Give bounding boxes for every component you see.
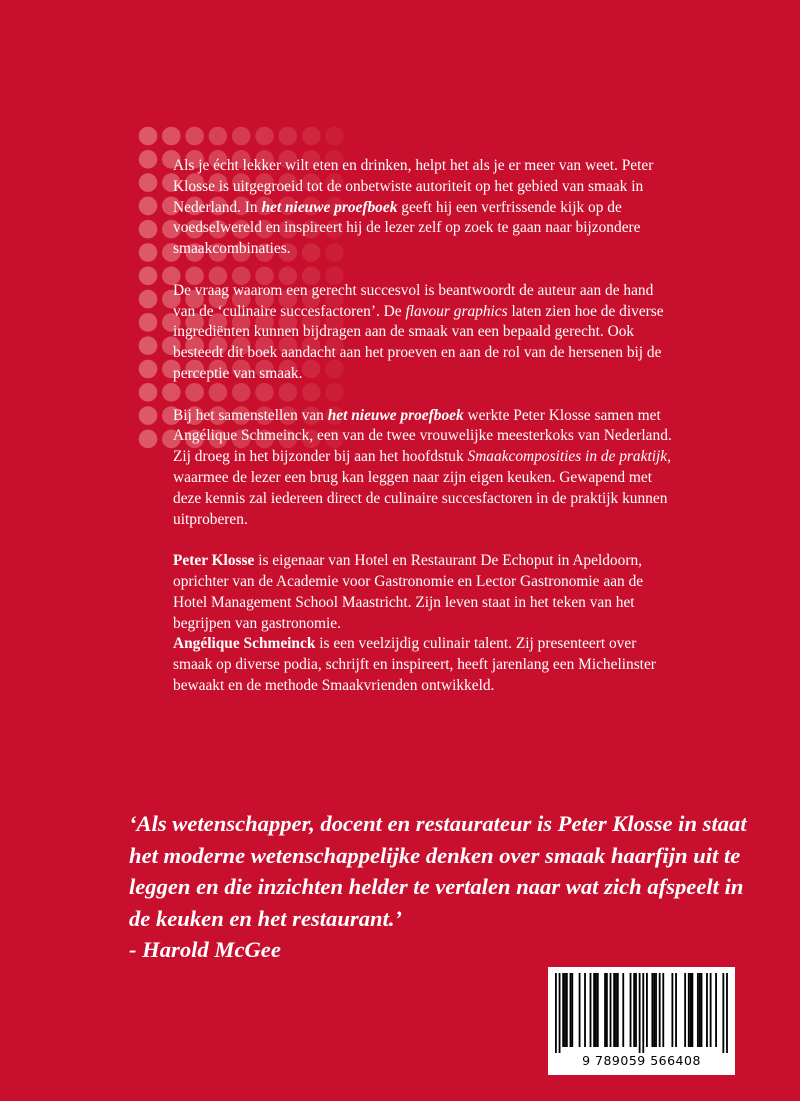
- barcode-bar: [653, 973, 655, 1047]
- barcode-bars: [548, 967, 735, 1053]
- barcode-bar: [606, 973, 608, 1047]
- barcode-bar: [639, 973, 641, 1053]
- flavour-graphics-term: flavour graphics: [405, 302, 508, 320]
- barcode-bar: [562, 973, 564, 1047]
- blurb-paragraph-factors: De vraag waarom een gerecht succesvol is beantwoordt de auteur aan de hand van de ‘culinaire succesfactoren’. De flavour graphics laten zien hoe de diverse ingrediënten kunnen bijdragen aan de smaak van een bepaald gerecht. Ook besteedt dit boek aandacht aan het proeven en aan de rol van de hersenen bij de perceptie van smaak.: [173, 281, 664, 382]
- decorative-dot: [255, 127, 274, 146]
- barcode-bar: [615, 973, 617, 1047]
- barcode-bar: [559, 973, 561, 1053]
- decorative-dot: [302, 127, 321, 146]
- author-name-peter: Peter Klosse: [173, 552, 255, 570]
- barcode-bar: [579, 973, 581, 1047]
- barcode-bar: [722, 973, 724, 1053]
- decorative-dot: [139, 430, 158, 449]
- back-cover-blurb: [173, 156, 673, 718]
- decorative-dot: [185, 127, 204, 146]
- barcode-bar: [571, 973, 573, 1047]
- decorative-dot: [232, 127, 251, 146]
- barcode-bar: [662, 973, 664, 1047]
- barcode-bar: [715, 973, 717, 1047]
- barcode-bar: [706, 973, 708, 1047]
- decorative-dot: [139, 243, 158, 262]
- barcode-bar: [684, 973, 686, 1047]
- book-title: het nieuwe proefboek: [327, 406, 464, 424]
- barcode-bar: [604, 973, 606, 1047]
- barcode-bar: [692, 973, 694, 1047]
- chapter-title: Smaakcomposities in de praktijk: [467, 448, 668, 466]
- barcode-bar: [597, 973, 599, 1047]
- barcode-bar: [555, 973, 557, 1053]
- quote-attribution: - Harold McGee: [129, 937, 281, 962]
- decorative-dot: [139, 173, 158, 192]
- barcode-bar: [622, 973, 624, 1047]
- decorative-dot: [209, 127, 228, 146]
- barcode-bar: [570, 973, 572, 1047]
- barcode-bar: [613, 973, 615, 1047]
- barcode-bar: [675, 973, 677, 1047]
- barcode-bar: [642, 973, 644, 1053]
- barcode-bar: [584, 973, 586, 1047]
- barcode-bar: [659, 973, 661, 1047]
- blurb-paragraph-intro: Als je écht lekker wilt eten en drinken, helpt het als je er meer van weet. Peter Klosse is uitgegroeid tot de onbetwiste autoriteit op het gebied van smaak in Nederland. In het nieuwe proefboek geeft hij een verfrissende kijk op de voedselwereld en inspireert hij de lezer zelf op zoek te gaan naar bijzondere smaakcombinaties.: [173, 157, 654, 258]
- decorative-dot: [139, 290, 158, 309]
- barcode-bar: [595, 973, 597, 1047]
- barcode-bar: [566, 973, 568, 1047]
- decorative-dot: [325, 127, 344, 146]
- decorative-dot: [139, 220, 158, 239]
- decorative-dot: [139, 267, 158, 286]
- barcode-bar: [630, 973, 632, 1047]
- endorsement-quote: ‘Als wetenschapper, docent en restaurateur is Peter Klosse in staat het moderne wetenschappelijke denken over smaak haarfijn uit te leggen en die inzichten helder te vertalen naar wat zich afspeelt in de keuken en het restaurant.’: [129, 811, 747, 931]
- isbn-number: 9 789059 566408: [582, 1053, 701, 1068]
- barcode-bar: [726, 973, 728, 1053]
- barcode-bar: [564, 973, 566, 1047]
- decorative-dot: [139, 360, 158, 379]
- barcode-bar: [593, 973, 595, 1047]
- barcode-bar: [671, 973, 673, 1047]
- decorative-dot: [139, 313, 158, 332]
- barcode-bar: [701, 973, 703, 1047]
- decorative-dot: [139, 406, 158, 425]
- decorative-dot: [139, 336, 158, 355]
- barcode-bar: [699, 973, 701, 1047]
- barcode-bar: [610, 973, 612, 1047]
- barcode-bar: [688, 973, 690, 1047]
- decorative-dot: [139, 150, 158, 169]
- decorative-dot: [139, 197, 158, 216]
- barcode-bar: [690, 973, 692, 1047]
- isbn-barcode: [548, 967, 735, 1075]
- barcode-bar: [710, 973, 712, 1047]
- decorative-dot: [139, 383, 158, 402]
- barcode-bar: [646, 973, 648, 1047]
- barcode-bar: [635, 973, 637, 1047]
- decorative-dot: [162, 127, 181, 146]
- author-name-angelique: Angélique Schmeinck: [173, 635, 316, 653]
- decorative-dot: [139, 127, 158, 146]
- barcode-bar: [617, 973, 619, 1047]
- barcode-bar: [697, 973, 699, 1047]
- decorative-dot: [279, 127, 298, 146]
- barcode-bar: [651, 973, 653, 1047]
- blurb-paragraph-collaboration: Bij het samenstellen van het nieuwe proefboek werkte Peter Klosse samen met Angélique Schmeinck, een van de twee vrouwelijke meesterkoks van Nederland. Zij droeg in het bijzonder bij aan het hoofdstuk Smaakcomposities in de praktijk, waarmee de lezer een brug kan leggen naar zijn eigen keuken. Gewapend met deze kennis zal iedereen direct de culinaire succesfactoren in de praktijk kunnen uitproberen.: [173, 406, 672, 528]
- blurb-paragraph-authors: Peter Klosse is eigenaar van Hotel en Restaurant De Echoput in Apeldoorn, oprichter van de Academie voor Gastronomie en Lector Gastronomie aan de Hotel Management School Maastricht. Zijn leven staat in het teken van het begrijpen van gastronomie. Angélique Schmeinck is een veelzijdig culinair talent. Zij presenteert over smaak op diverse podia, schrijft en inspireert, heeft jarenlang een Michelinster bewaakt en de methode Smaakvrienden ontwikkeld.: [173, 552, 656, 694]
- barcode-bar: [590, 973, 592, 1047]
- barcode-bar: [633, 973, 635, 1047]
- book-title: het nieuwe proefboek: [261, 198, 398, 216]
- barcode-bar: [655, 973, 657, 1047]
